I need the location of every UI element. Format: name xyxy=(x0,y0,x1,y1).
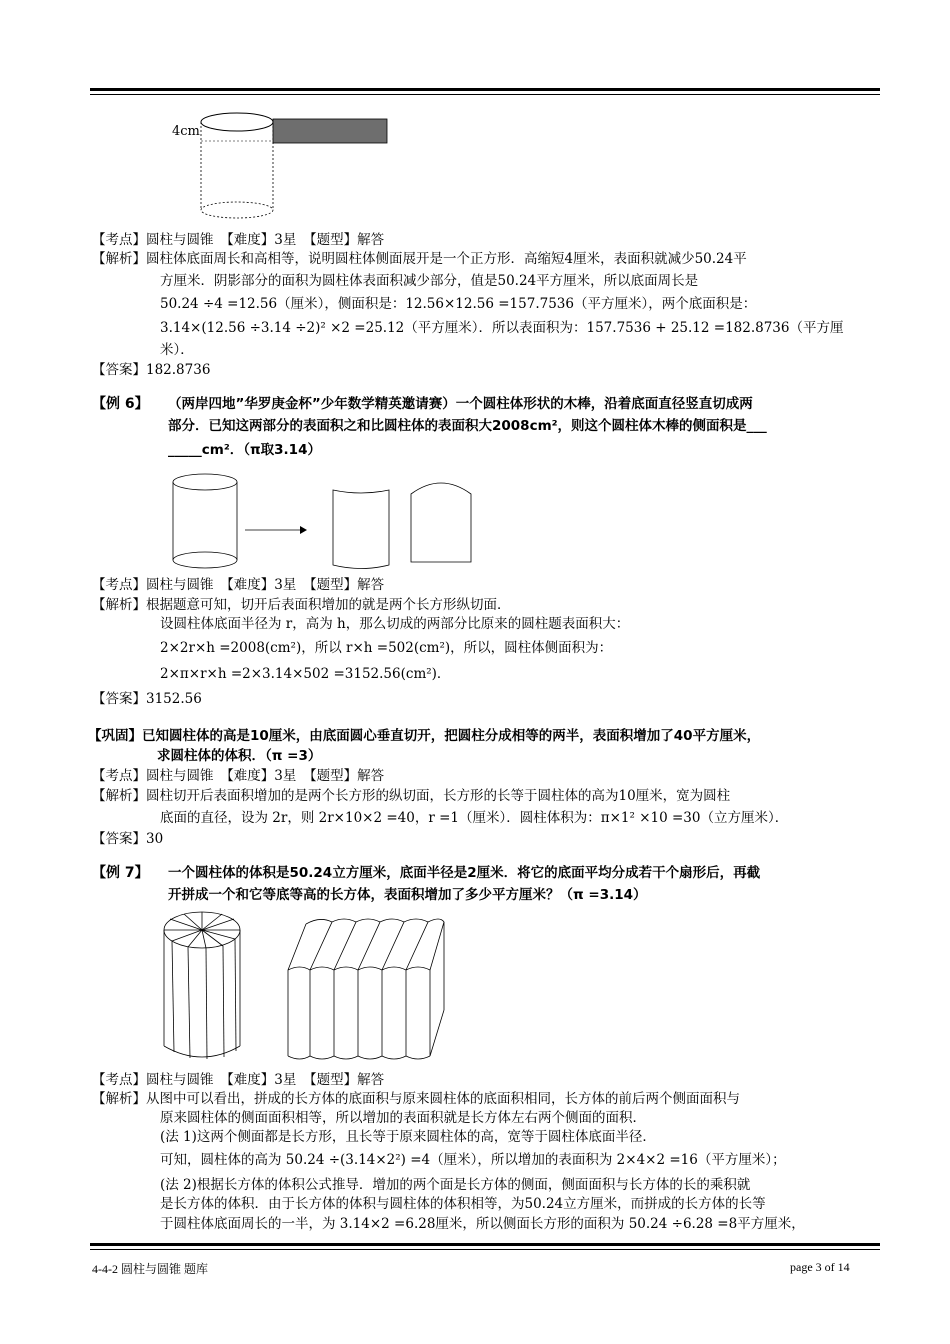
header-rule-thick xyxy=(90,88,880,91)
footer-title: 4-4-2 圆柱与圆锥 题库 xyxy=(92,1262,208,1276)
gonggu-kaodian: 【考点】圆柱与圆锥 【难度】3星 【题型】解答 xyxy=(92,768,385,784)
ex5-answer: 【答案】182.8736 xyxy=(92,362,211,378)
footer-rule-thin xyxy=(90,1249,880,1250)
gonggu-jiexi-line: 底面的直径，设为 2r，则 2r×10×2 =40，r =1（厘米）．圆柱体积为：π×1² ×10 =30（立方厘米）． xyxy=(160,810,789,826)
ex6-answer: 【答案】3152.56 xyxy=(92,691,202,707)
ex6-kaodian: 【考点】圆柱与圆锥 【难度】3星 【题型】解答 xyxy=(92,577,385,593)
ex5-jiexi-line: 米）． xyxy=(160,342,194,358)
ex7-kaodian: 【考点】圆柱与圆锥 【难度】3星 【题型】解答 xyxy=(92,1072,385,1088)
cylinder-sector-rearrange-figure xyxy=(160,906,460,1066)
ex7-jiexi-line: (法 2)根据长方体的体积公式推导．增加的两个面是长方体的侧面，侧面面积与长方体的长的乘积就 xyxy=(160,1177,751,1193)
ex7-question-line: 一个圆柱体的体积是50.24立方厘米，底面半径是2厘米．将它的底面平均分成若干个扇形后，再截 xyxy=(168,865,761,881)
ex5-jiexi-line: 方厘米．阴影部分的面积为圆柱体表面积减少部分，值是50.24平方厘米，所以底面周长是 xyxy=(160,273,699,289)
ex6-jiexi-line: 【解析】根据题意可知，切开后表面积增加的就是两个长方形纵切面． xyxy=(92,597,511,613)
gonggu-answer: 【答案】30 xyxy=(92,831,164,847)
cylinder-cut-figure xyxy=(165,470,495,580)
gonggu-question-line: 【巩固】已知圆柱体的高是10厘米，由底面圆心垂直切开，把圆柱分成相等的两半，表面积增加了40平方厘米， xyxy=(88,728,761,744)
ex7-jiexi-line: (法 1)这两个侧面都是长方形，且长等于原来圆柱体的高，宽等于圆柱体底面半径． xyxy=(160,1129,656,1145)
ex6-jiexi-line: 2×π×r×h =2×3.14×502 =3152.56(cm²)． xyxy=(160,666,451,682)
ex5-jiexi-line: 3.14×(12.56 ÷3.14 ÷2)² ×2 =25.12（平方厘米）．所以表面积为：157.7536 + 25.12 =182.8736（平方厘 xyxy=(160,320,844,336)
gonggu-jiexi-line: 【解析】圆柱切开后表面积增加的是两个长方形的纵切面，长方形的长等于圆柱体的高为10厘米，宽为圆柱 xyxy=(92,788,731,804)
ex7-jiexi-line: 原来圆柱体的侧面面积相等，所以增加的表面积就是长方体左右两个侧面的面积． xyxy=(160,1110,646,1126)
ex7-jiexi-line: 可知，圆柱体的高为 50.24 ÷(3.14×2²) =4（厘米），所以增加的表面积为 2×4×2 =16（平方厘米）； xyxy=(160,1152,786,1168)
ex6-jiexi-line: 2×2r×h =2008(cm²)，所以 r×h =502(cm²)，所以，圆柱体侧面积为： xyxy=(160,640,613,656)
ex5-jiexi-line: 50.24 ÷4 =12.56（厘米），侧面积是：12.56×12.56 =157.7536（平方厘米），两个底面积是： xyxy=(160,296,757,312)
cylinder-strip-figure xyxy=(195,105,395,225)
ex6-label: 【例 6】 xyxy=(92,396,149,412)
ex5-kaodian: 【考点】圆柱与圆锥 【难度】3星 【题型】解答 xyxy=(92,232,385,248)
ex7-jiexi-line: 【解析】从图中可以看出，拼成的长方体的底面积与原来圆柱体的底面积相同，长方体的前后两个侧面面积与 xyxy=(92,1091,740,1107)
ex7-label: 【例 7】 xyxy=(92,865,149,881)
ex6-jiexi-line: 设圆柱体底面半径为 r，高为 h，那么切成的两部分比原来的圆柱题表面积大： xyxy=(160,616,630,632)
ex5-jiexi-line: 【解析】圆柱体底面周长和高相等，说明圆柱体侧面展开是一个正方形．高缩短4厘米，表面积就减少50.24平 xyxy=(92,251,747,267)
page-number: page 3 of 14 xyxy=(790,1260,850,1274)
ex7-jiexi-line: 是长方体的体积．由于长方体的体积与圆柱体的体积相等，为50.24立方厘米，而拼成的长方体的长等 xyxy=(160,1196,766,1212)
ex7-jiexi-line: 于圆柱体底面周长的一半，为 3.14×2 =6.28厘米，所以侧面长方形的面积为 50.24 ÷6.28 =8平方厘米， xyxy=(160,1216,805,1232)
figure-label-4cm: 4cm xyxy=(172,124,200,139)
header-rule-thin xyxy=(90,94,880,95)
ex6-question-line: _____cm²．（π取3.14） xyxy=(168,442,321,458)
ex6-question-line: （两岸四地”华罗庚金杯”少年数学精英邀请赛）一个圆柱体形状的木棒，沿着底面直径竖直切成两 xyxy=(168,396,753,412)
ex6-question-line: 部分．已知这两部分的表面积之和比圆柱体的表面积大2008cm²，则这个圆柱体木棒的侧面积是___ xyxy=(168,418,767,434)
ex7-question-line: 开拼成一个和它等底等高的长方体，表面积增加了多少平方厘米？（π =3.14） xyxy=(168,887,647,903)
footer-rule-thick xyxy=(90,1243,880,1246)
gonggu-question-line: 求圆柱体的体积．（π =3） xyxy=(157,748,322,764)
